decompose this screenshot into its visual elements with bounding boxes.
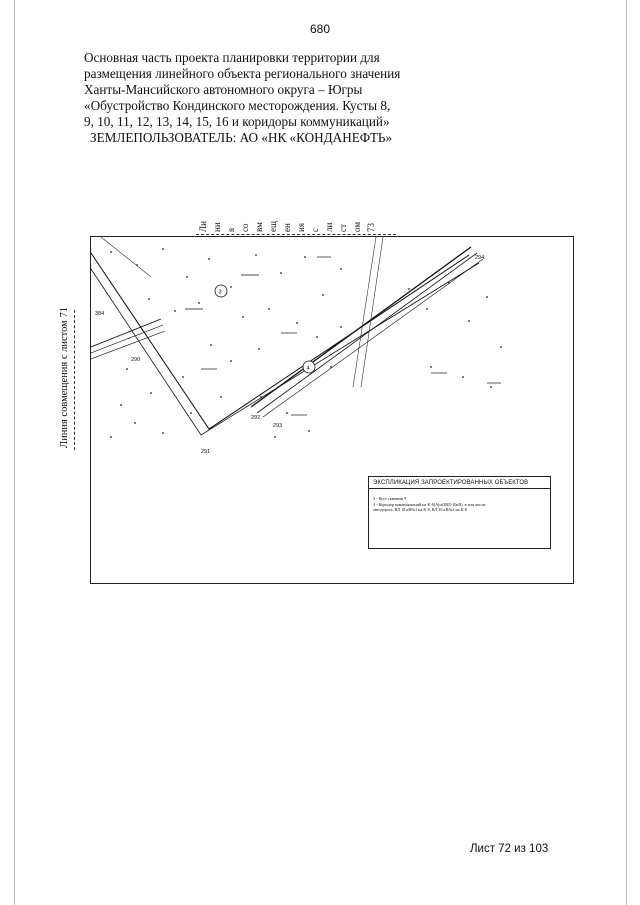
- point-label: 293: [273, 423, 283, 429]
- match-line-top-fragment: ст: [338, 224, 348, 232]
- title-line: размещения линейного объекта регионального значения: [84, 66, 401, 81]
- corridor-line: [263, 259, 483, 417]
- object-marker-label: 4: [306, 365, 310, 372]
- point-label: 384: [95, 311, 105, 317]
- match-line-top-fragment: ия: [296, 223, 306, 232]
- title-line: Ханты-Мансийского автономного округа – Югры: [84, 82, 363, 97]
- point-label: 292: [251, 415, 261, 421]
- match-line-top-fragment: я: [226, 227, 236, 232]
- legend-item: автодорога, ВЛ 10 кВ№1 на К-8, ВЛ 10 кВ№2 на К-8: [373, 507, 467, 512]
- match-line-top-fragment: Ли: [198, 221, 208, 232]
- page-number: 680: [309, 22, 331, 36]
- match-line-top-fragment: со: [240, 223, 250, 232]
- title-line: 9, 10, 11, 12, 13, 14, 15, 16 и коридоры коммуникаций»: [84, 114, 390, 129]
- legend-item: 4 - Коридор коммуникаций на К-8(А(н)ЗВЛ-10кВ), в том числе:: [373, 501, 487, 507]
- title-line: «Обустройство Кондинского месторождения. Кусты 8,: [84, 98, 391, 113]
- object-marker-label: 3: [218, 289, 222, 296]
- point-label: 290: [131, 357, 141, 363]
- match-line-top: [196, 234, 396, 235]
- legend-item: 3 - Куст скважин 9: [373, 496, 407, 501]
- match-line-top-fragment: 73: [366, 223, 376, 232]
- existing-line: [91, 325, 163, 353]
- existing-line: [101, 237, 151, 277]
- title-line: Основная часть проекта планировки территории для: [84, 50, 380, 65]
- legend-divider: [369, 488, 550, 489]
- match-line-left: [74, 310, 75, 450]
- sheet-number: Лист 72 из 103: [470, 843, 549, 855]
- land-user: ЗЕМЛЕПОЛЬЗОВАТЕЛЬ: АО «НК «КОНДАНЕФТЬ»: [90, 130, 393, 145]
- match-line-top-fragment: с: [310, 228, 320, 232]
- point-label: 291: [201, 449, 211, 455]
- annotation-marks: [185, 257, 501, 415]
- existing-line: [91, 319, 161, 347]
- match-line-top-fragment: ен: [282, 223, 292, 232]
- match-line-top-fragment: ли: [324, 222, 334, 232]
- point-label: 294: [475, 255, 485, 261]
- match-line-top-fragment: ни: [212, 222, 222, 232]
- survey-points: [110, 248, 502, 438]
- match-line-left-label: Линия совмещения с листом 71: [59, 307, 70, 448]
- legend-box: [368, 476, 551, 549]
- existing-line: [91, 331, 165, 359]
- corridor-line: [251, 247, 471, 407]
- scan-edge-right: [626, 0, 627, 905]
- match-line-top-fragment: ещ: [268, 221, 278, 232]
- match-line-top-label: [198, 206, 380, 232]
- document-title: [84, 50, 414, 146]
- corridor-boundary-outer: [91, 253, 469, 429]
- match-line-top-fragment: ом: [352, 221, 362, 232]
- scan-edge-left: [14, 0, 15, 905]
- match-line-top-fragment: вм: [254, 222, 264, 232]
- legend-title: ЭКСПЛИКАЦИЯ ЗАПРОЕКТИРОВАННЫХ ОБЪЕКТОВ: [373, 480, 529, 486]
- corridor-boundary-inner: [91, 263, 479, 435]
